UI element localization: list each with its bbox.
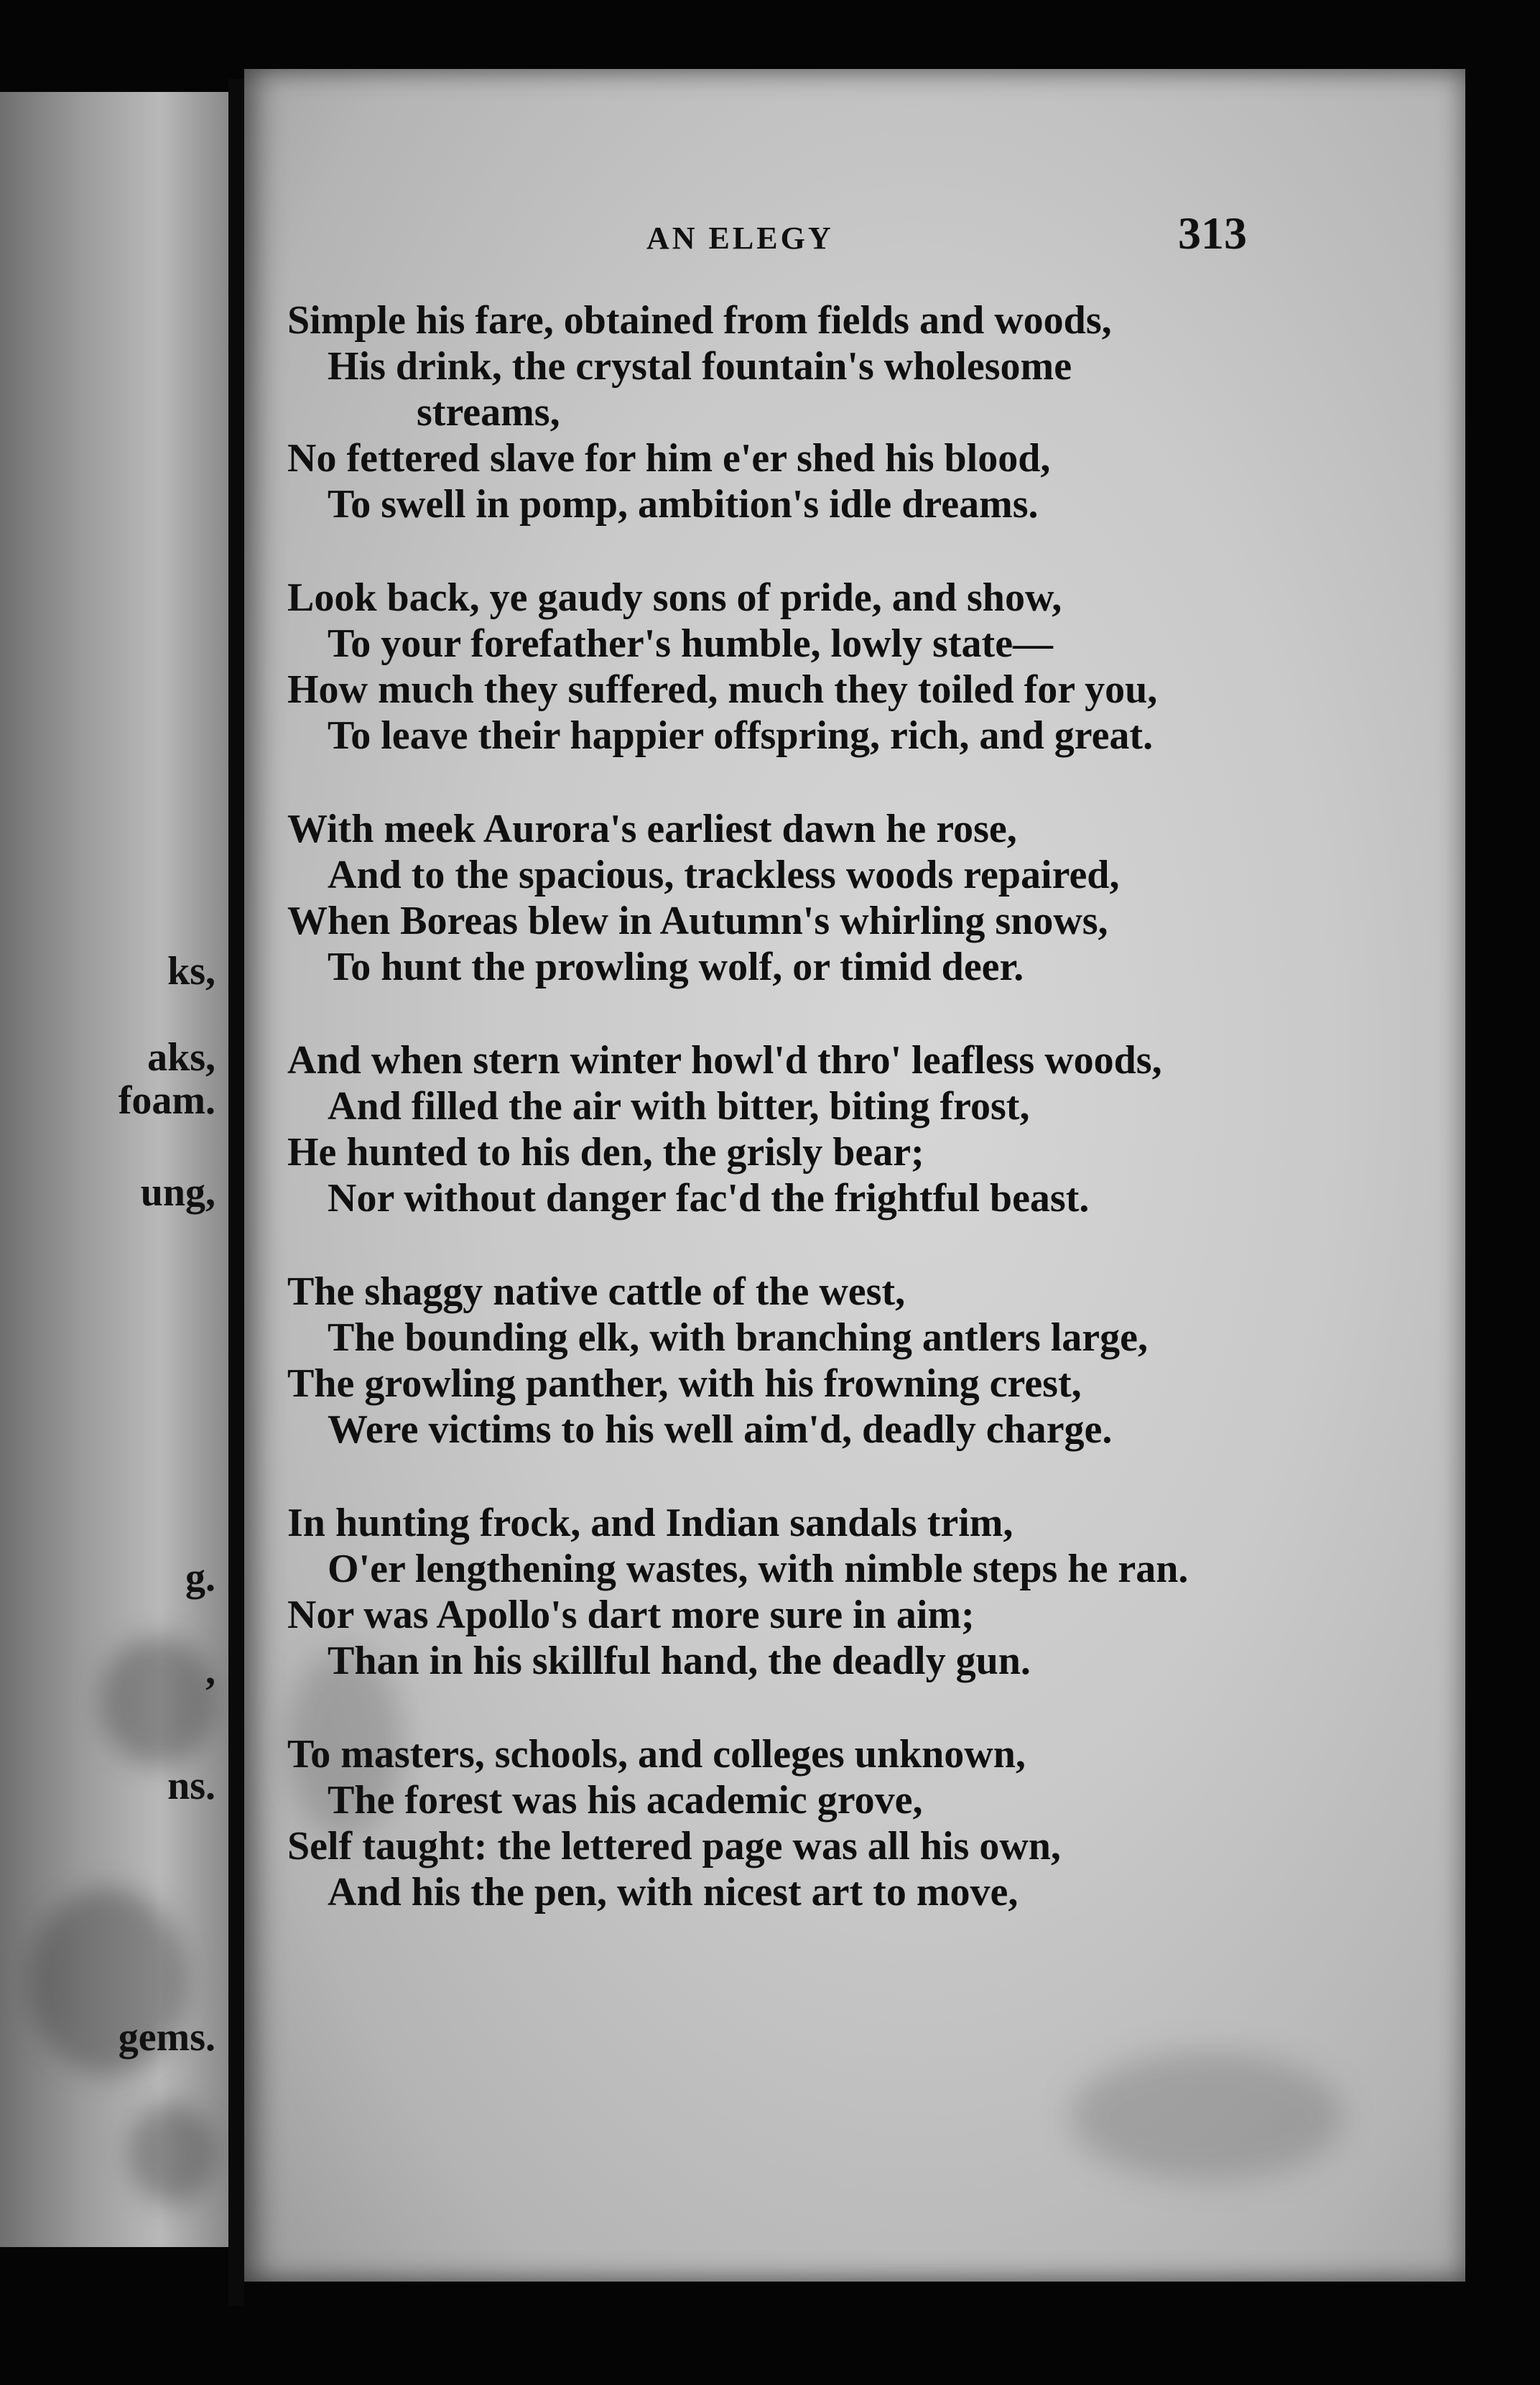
poem-line: Nor without danger fac'd the frightful beast. — [328, 1176, 1090, 1221]
stanza — [287, 806, 1408, 990]
stanza — [287, 1500, 1408, 1684]
poem-body — [287, 297, 1408, 1963]
poem-line: The shaggy native cattle of the west, — [287, 1269, 906, 1314]
left-fragment-line: ks, — [167, 949, 215, 994]
poem-line: And filled the air with bitter, biting frost, — [328, 1084, 1030, 1129]
poem-line: With meek Aurora's earliest dawn he rose, — [287, 807, 1017, 851]
poem-line: Simple his fare, obtained from fields and woods, — [287, 298, 1112, 343]
poem-line: When Boreas blew in Autumn's whirling snows, — [287, 899, 1108, 943]
page-number: 313 — [1178, 208, 1247, 259]
poem-line: He hunted to his den, the grisly bear; — [287, 1130, 924, 1175]
poem-line: In hunting frock, and Indian sandals trim, — [287, 1501, 1013, 1545]
stanza — [287, 575, 1408, 759]
poem-line: Look back, ye gaudy sons of pride, and show, — [287, 575, 1062, 620]
poem-line: The growling panther, with his frowning crest, — [287, 1361, 1082, 1406]
poem-line: The bounding elk, with branching antlers large, — [328, 1315, 1148, 1360]
poem-line: streams, — [417, 390, 560, 435]
left-page-fragment — [0, 92, 228, 2247]
poem-line: Were victims to his well aim'd, deadly charge. — [328, 1407, 1113, 1452]
poem-line: And when stern winter howl'd thro' leafless woods, — [287, 1038, 1162, 1083]
poem-line: To masters, schools, and colleges unknown, — [287, 1732, 1026, 1777]
poem-line: To leave their happier offspring, rich, and great. — [328, 713, 1154, 758]
stanza — [287, 297, 1408, 527]
left-fragment-line: ns. — [167, 1764, 215, 1808]
stain — [129, 2103, 215, 2204]
book-gutter — [228, 79, 244, 2306]
poem-line: O'er lengthening wastes, with nimble steps he ran. — [328, 1547, 1189, 1591]
left-fragment-line: ung, — [140, 1170, 215, 1215]
poem-line: And to the spacious, trackless woods repaired, — [328, 853, 1120, 897]
stain — [101, 1636, 215, 1766]
poem-line: To your forefather's humble, lowly state— — [328, 621, 1054, 666]
stanza — [287, 1731, 1408, 1915]
poem-line: Nor was Apollo's dart more sure in aim; — [287, 1593, 975, 1637]
left-fragment-line: , — [205, 1649, 215, 1693]
running-title: AN ELEGY — [646, 221, 834, 256]
poem-line: Than in his skillful hand, the deadly gun. — [328, 1639, 1031, 1683]
left-fragment-line: foam. — [118, 1078, 215, 1123]
poem-line: How much they suffered, much they toiled for you, — [287, 667, 1158, 712]
stanza — [287, 1269, 1408, 1453]
left-fragment-line: aks, — [147, 1035, 215, 1080]
left-fragment-line: g. — [185, 1555, 215, 1600]
poem-line: The forest was his academic grove, — [328, 1778, 923, 1823]
stanza — [287, 1037, 1408, 1221]
stain — [1070, 2052, 1343, 2181]
poem-line: To hunt the prowling wolf, or timid deer. — [328, 945, 1024, 989]
poem-line: To swell in pomp, ambition's idle dreams. — [328, 482, 1039, 527]
poem-line: No fettered slave for him e'er shed his blood, — [287, 436, 1051, 481]
poem-line: And his the pen, with nicest art to move, — [328, 1870, 1019, 1914]
poem-line: His drink, the crystal fountain's wholesome — [328, 344, 1072, 389]
left-fragment-line: gems. — [118, 2015, 215, 2060]
page — [244, 69, 1465, 2282]
poem-line: Self taught: the lettered page was all his own, — [287, 1824, 1061, 1868]
